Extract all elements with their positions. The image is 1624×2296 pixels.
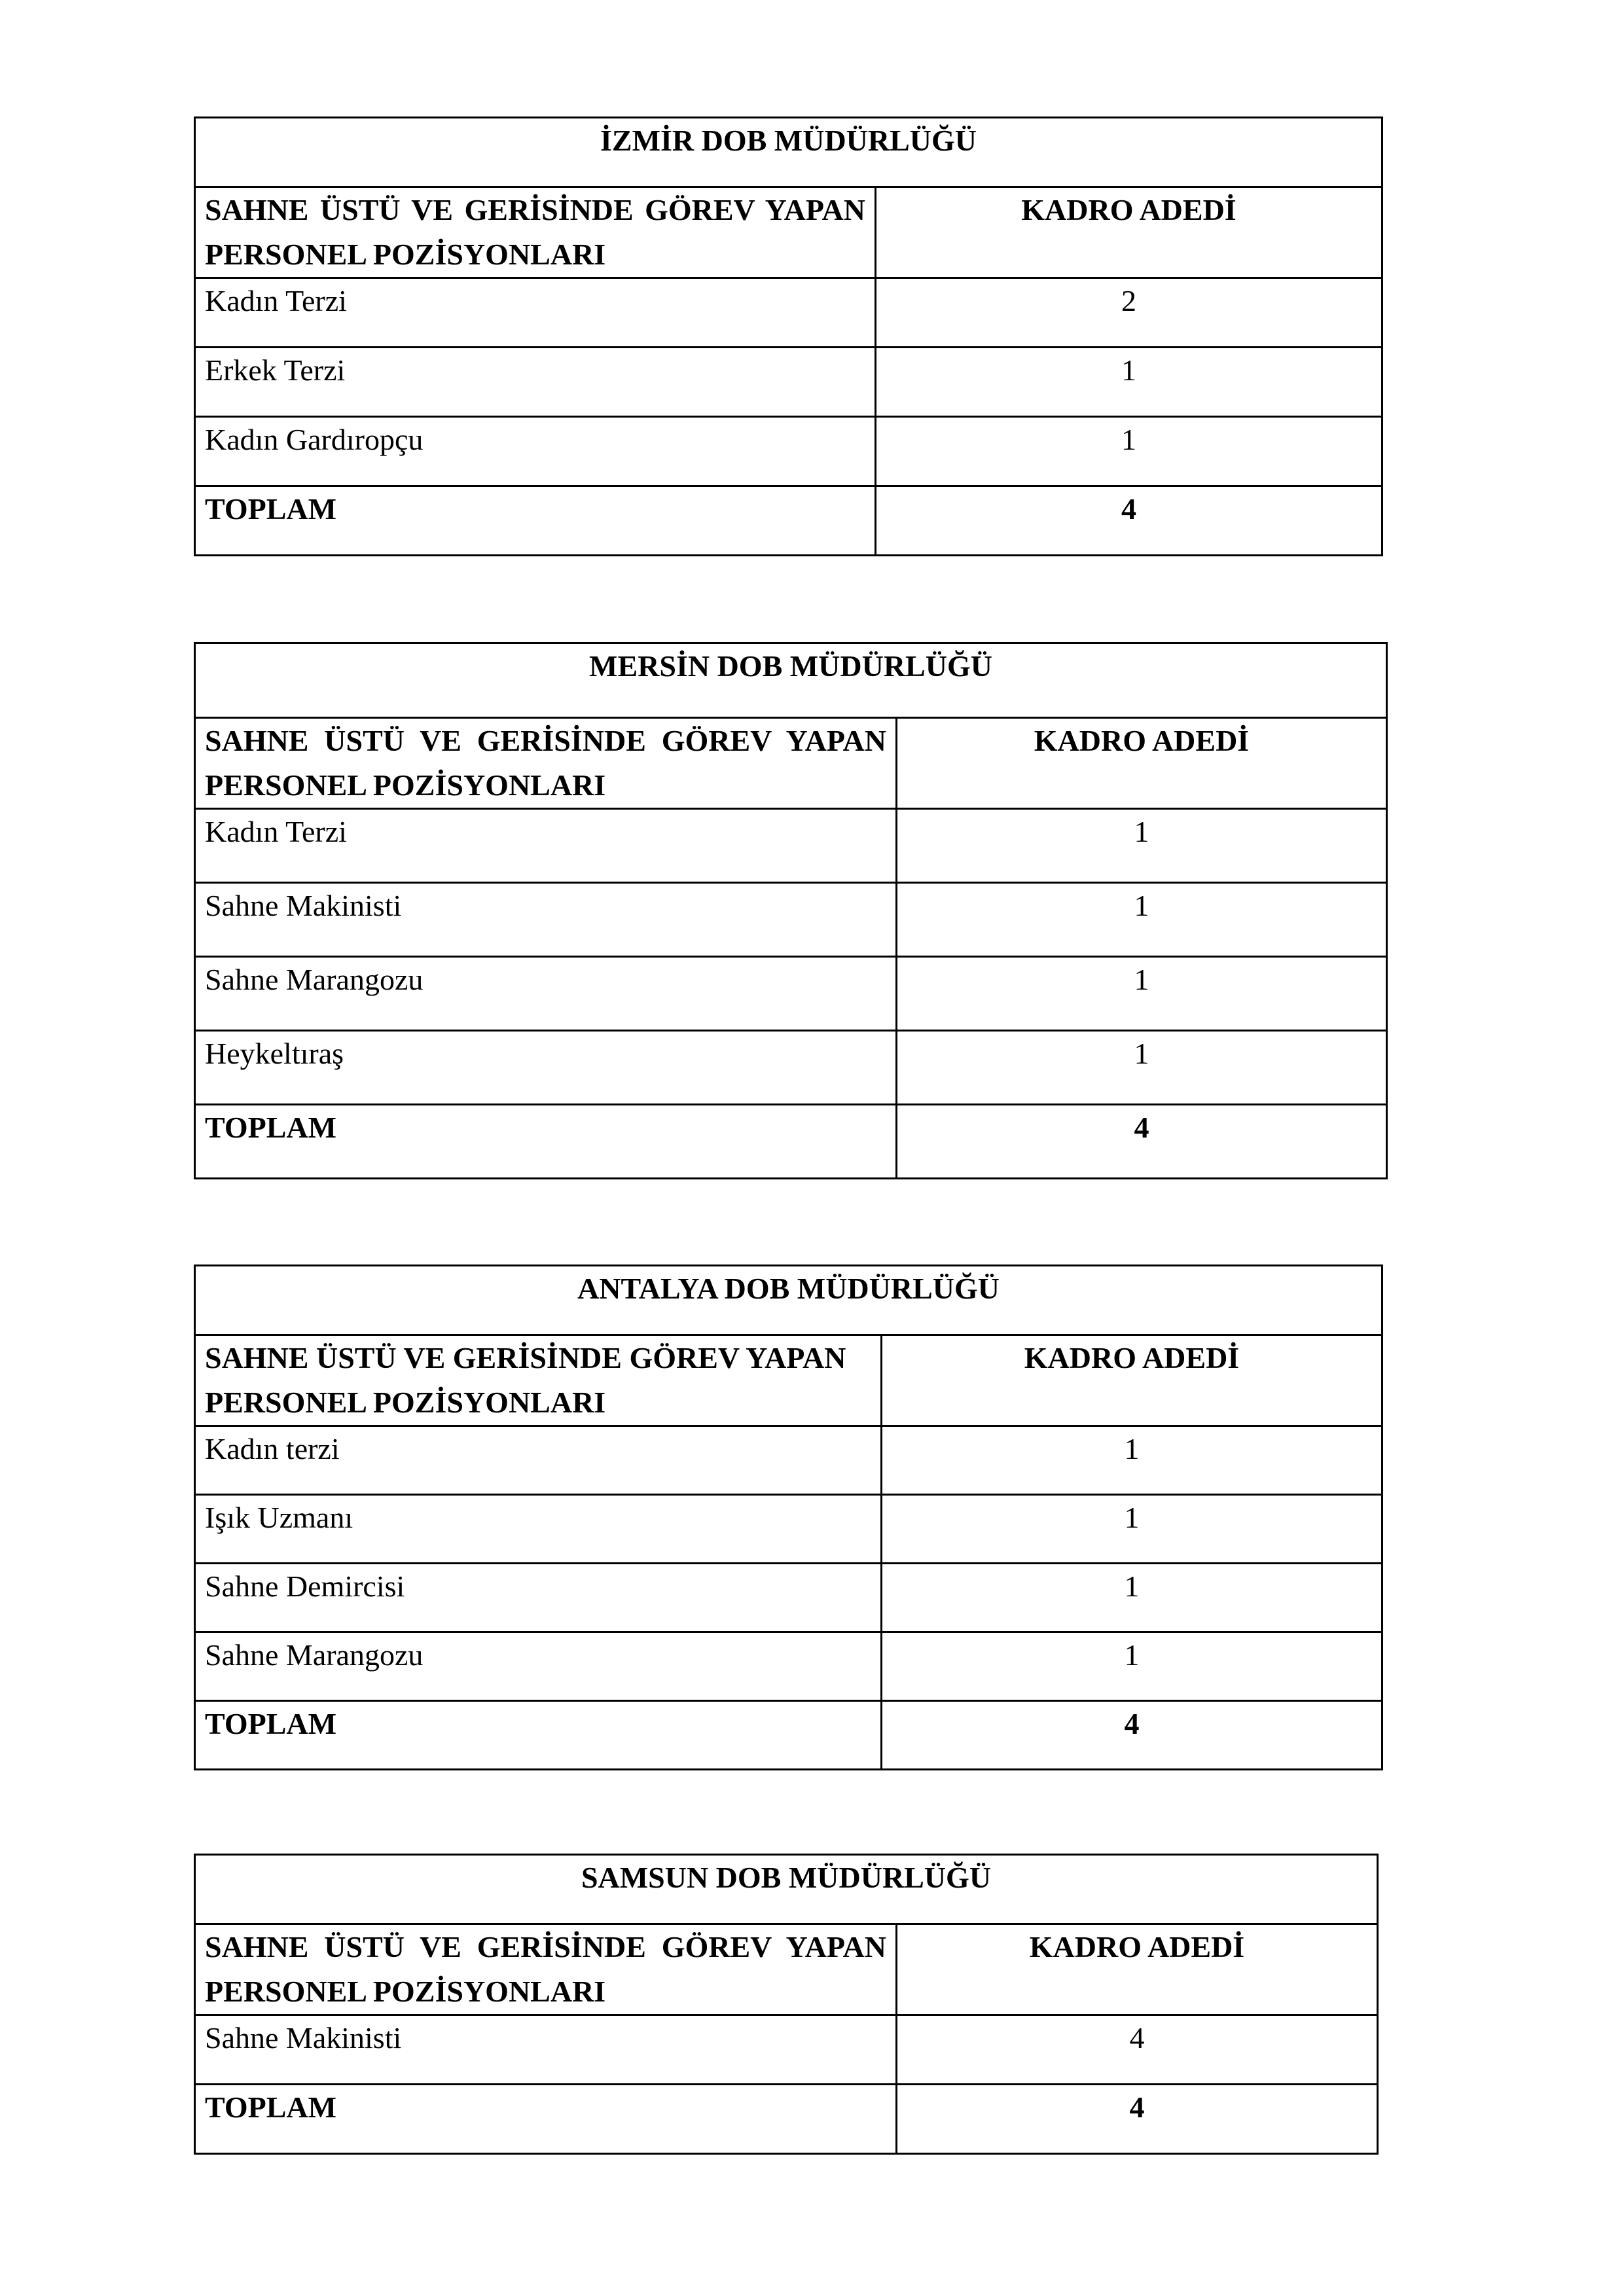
total-label: TOPLAM [195, 2085, 897, 2154]
count-cell: 4 [897, 2015, 1378, 2085]
count-cell: 1 [897, 883, 1387, 957]
section-title: ANTALYA DOB MÜDÜRLÜĞÜ [195, 1266, 1382, 1335]
position-cell: Sahne Marangozu [195, 957, 897, 1031]
count-cell: 1 [882, 1632, 1382, 1701]
table-row [195, 278, 1382, 348]
total-value: 4 [882, 1701, 1382, 1770]
section-title: SAMSUN DOB MÜDÜRLÜĞÜ [195, 1855, 1378, 1924]
position-cell: Kadın Gardıropçu [195, 417, 876, 486]
section-title: MERSİN DOB MÜDÜRLÜĞÜ [195, 643, 1387, 718]
position-column-header: SAHNE ÜSTÜ VE GERİSİNDE GÖREV YAPAN PERSONEL POZİSYONLARI [195, 187, 876, 278]
antalya-table [194, 1265, 1383, 1770]
samsun-table [194, 1854, 1379, 2155]
total-label: TOPLAM [195, 1105, 897, 1179]
total-row [195, 1701, 1382, 1770]
count-cell: 2 [876, 278, 1382, 348]
total-label: TOPLAM [195, 1701, 882, 1770]
position-cell: Sahne Makinisti [195, 883, 897, 957]
position-cell: Kadın terzi [195, 1426, 882, 1495]
total-row [195, 486, 1382, 556]
count-cell: 1 [882, 1495, 1382, 1564]
count-cell: 1 [882, 1426, 1382, 1495]
table-row [195, 348, 1382, 417]
table-row [195, 1564, 1382, 1632]
position-cell: Sahne Demircisi [195, 1564, 882, 1632]
total-row [195, 2085, 1378, 2154]
total-value: 4 [897, 2085, 1378, 2154]
total-value: 4 [876, 486, 1382, 556]
position-cell: Kadın Terzi [195, 809, 897, 883]
position-cell: Kadın Terzi [195, 278, 876, 348]
table-row [195, 957, 1387, 1031]
table-row [195, 2015, 1378, 2085]
count-column-header: KADRO ADEDİ [876, 187, 1382, 278]
table-row [195, 809, 1387, 883]
position-column-header: SAHNE ÜSTÜ VE GERİSİNDE GÖREV YAPAN PERSONEL POZİSYONLARI [195, 718, 897, 809]
total-value: 4 [897, 1105, 1387, 1179]
izmir-table [194, 117, 1383, 556]
position-column-header: SAHNE ÜSTÜ VE GERİSİNDE GÖREV YAPAN PERSONEL POZİSYONLARI [195, 1335, 882, 1426]
mersin-table [194, 642, 1388, 1179]
table-row [195, 1632, 1382, 1701]
count-cell: 1 [876, 348, 1382, 417]
table-row [195, 1031, 1387, 1105]
total-label: TOPLAM [195, 486, 876, 556]
count-column-header: KADRO ADEDİ [897, 1924, 1378, 2015]
position-cell: Sahne Makinisti [195, 2015, 897, 2085]
count-cell: 1 [876, 417, 1382, 486]
position-cell: Sahne Marangozu [195, 1632, 882, 1701]
count-cell: 1 [897, 809, 1387, 883]
table-row [195, 1426, 1382, 1495]
count-cell: 1 [897, 1031, 1387, 1105]
table-row [195, 883, 1387, 957]
position-cell: Heykeltıraş [195, 1031, 897, 1105]
position-cell: Erkek Terzi [195, 348, 876, 417]
total-row [195, 1105, 1387, 1179]
position-column-header: SAHNE ÜSTÜ VE GERİSİNDE GÖREV YAPAN PERSONEL POZİSYONLARI [195, 1924, 897, 2015]
count-column-header: KADRO ADEDİ [897, 718, 1387, 809]
count-column-header: KADRO ADEDİ [882, 1335, 1382, 1426]
table-row [195, 417, 1382, 486]
count-cell: 1 [882, 1564, 1382, 1632]
table-row [195, 1495, 1382, 1564]
count-cell: 1 [897, 957, 1387, 1031]
section-title: İZMİR DOB MÜDÜRLÜĞÜ [195, 118, 1382, 187]
position-cell: Işık Uzmanı [195, 1495, 882, 1564]
